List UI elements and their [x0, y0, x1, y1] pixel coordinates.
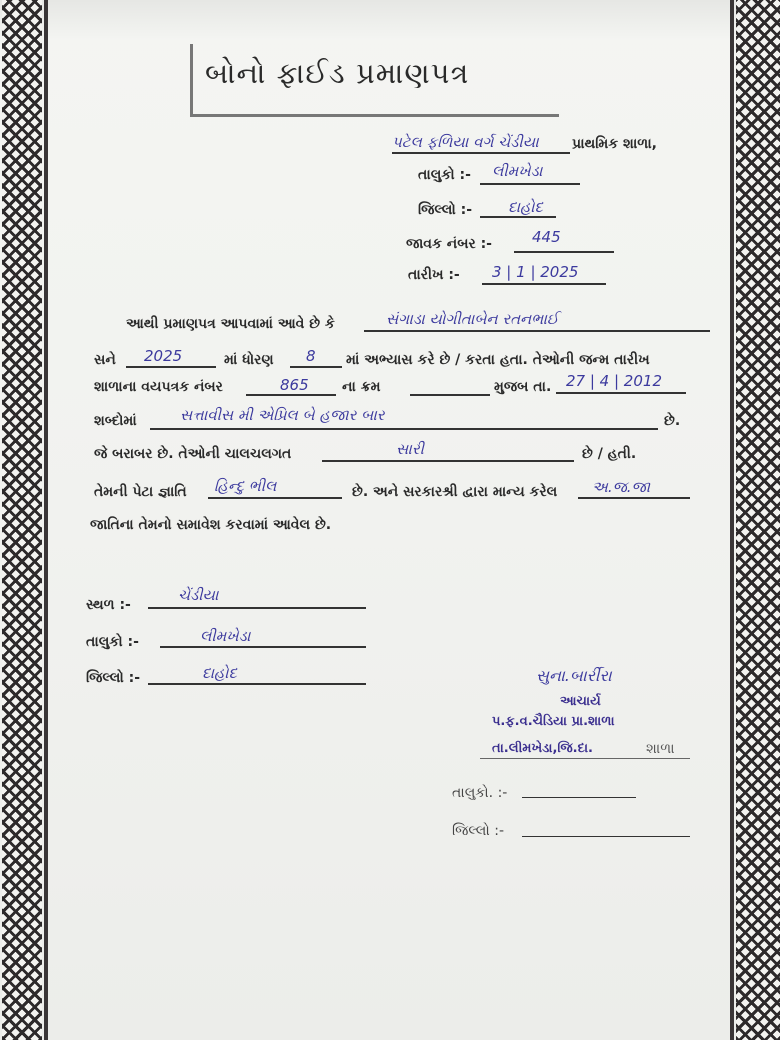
conduct-line	[322, 460, 574, 462]
student-name-line	[364, 330, 710, 332]
according-label: મુજબ તા.	[494, 379, 552, 395]
outward-line	[514, 251, 614, 253]
year-value: 2025	[144, 347, 183, 365]
category-line	[578, 497, 690, 499]
register-label: શાળાના વયપત્રક નંબર	[94, 379, 223, 395]
register-line	[246, 394, 336, 396]
place-label: સ્થળ :-	[86, 597, 131, 613]
school-district-label: જિલ્લો :-	[418, 202, 473, 218]
intro-text: આથી પ્રમાણપત્ર આપવામાં આવે છે કે	[126, 316, 335, 332]
school-taluka-line	[480, 183, 580, 185]
school-taluka-label: તાલુકો :-	[418, 167, 471, 183]
principal-role: આચાર્ય	[560, 694, 601, 709]
sign-taluka-line	[522, 797, 636, 798]
conduct-value: સારી	[396, 440, 424, 458]
sign-district-line	[522, 836, 690, 837]
birth-date: 27 | 4 | 2012	[566, 372, 662, 390]
right-border-line	[730, 0, 734, 1040]
stamp-line-2-end: શાળા	[646, 741, 675, 757]
left-border-pattern	[2, 0, 42, 1040]
place-value: ચેંડીયા	[178, 586, 219, 604]
principal-signature: સુના.બાર્રીરા	[536, 666, 612, 685]
stamp-line	[480, 758, 690, 759]
footer-district-line	[148, 683, 366, 685]
outward-label: જાવક નંબર :-	[406, 236, 492, 252]
words-end: છે.	[664, 413, 681, 429]
outward-value: 445	[532, 228, 561, 246]
words-label: શબ્દોમાં	[94, 413, 137, 429]
school-suffix: પ્રાથમિક શાળા,	[572, 136, 657, 152]
words-line	[150, 428, 658, 430]
grade-line	[290, 366, 342, 368]
birth-date-line	[556, 392, 686, 394]
footer-taluka-label: તાલુકો :-	[86, 634, 139, 650]
conduct-end: છે / હતી.	[582, 446, 637, 462]
category-value: અ.જ.જા	[592, 478, 651, 496]
footer-taluka-value: લીમખેડા	[200, 627, 251, 645]
year-label: સને	[94, 352, 116, 368]
footer-district-value: દાહોદ	[202, 664, 237, 682]
school-name: પટેલ ફળિયા વર્ગ ચેંડીયા	[392, 133, 539, 151]
study-text: માં અભ્યાસ કરે છે / કરતા હતા. તેઓની જન્મ તારીખ	[346, 352, 650, 368]
student-name: સંગાડા યોગીતાબેન રતનભાઈ	[386, 310, 559, 328]
footer-district-label: જિલ્લો :-	[86, 670, 141, 686]
place-line	[148, 607, 366, 609]
right-border-pattern	[736, 0, 780, 1040]
serial-label: ના ક્રમ	[342, 379, 381, 395]
left-border-line	[44, 0, 48, 1040]
sign-taluka-label: તાલુકો. :-	[452, 785, 508, 801]
date-line	[482, 283, 606, 285]
stamp-line-2: તા.લીમખેડા,જિ.દા.	[492, 741, 593, 756]
register-value: 865	[280, 376, 309, 394]
serial-line	[410, 394, 490, 396]
sign-district-label: જિલ્લો :-	[452, 823, 504, 839]
date-value: 3 | 1 | 2025	[492, 263, 579, 281]
certificate-title: બોનો ફાઈડ પ્રમાણપત્ર	[205, 56, 470, 90]
school-taluka-value: લીમખેડા	[492, 162, 543, 180]
title-box	[190, 44, 559, 117]
school-district-line	[480, 216, 556, 218]
caste-line	[208, 497, 342, 499]
closing-line: જાતિના તેમનો સમાવેશ કરવામાં આવેલ છે.	[90, 517, 332, 533]
grade-label: માં ધોરણ	[224, 352, 274, 368]
school-district-value: દાહોદ	[508, 198, 543, 216]
caste-mid-text: છે. અને સરકારશ્રી દ્વારા માન્ય કરેલ	[352, 484, 558, 500]
school-name-line	[392, 152, 570, 154]
caste-value: હિન્દુ ભીલ	[214, 477, 277, 495]
date-label: તારીખ :-	[408, 267, 460, 283]
caste-label: તેમની પેટા જ્ઞાતિ	[94, 484, 187, 500]
words-value: સત્તાવીસ મી એપ્રિલ બે હજાર બાર	[180, 406, 385, 424]
stamp-line-1: પ.ફ.વ.ચૈડિયા પ્રા.શાળા	[492, 714, 615, 729]
grade-value: 8	[306, 347, 316, 365]
conduct-text: જે બરાબર છે. તેઓની ચાલચલગત	[94, 446, 292, 462]
year-line	[126, 366, 216, 368]
footer-taluka-line	[160, 646, 366, 648]
photo-shadow	[0, 0, 780, 40]
